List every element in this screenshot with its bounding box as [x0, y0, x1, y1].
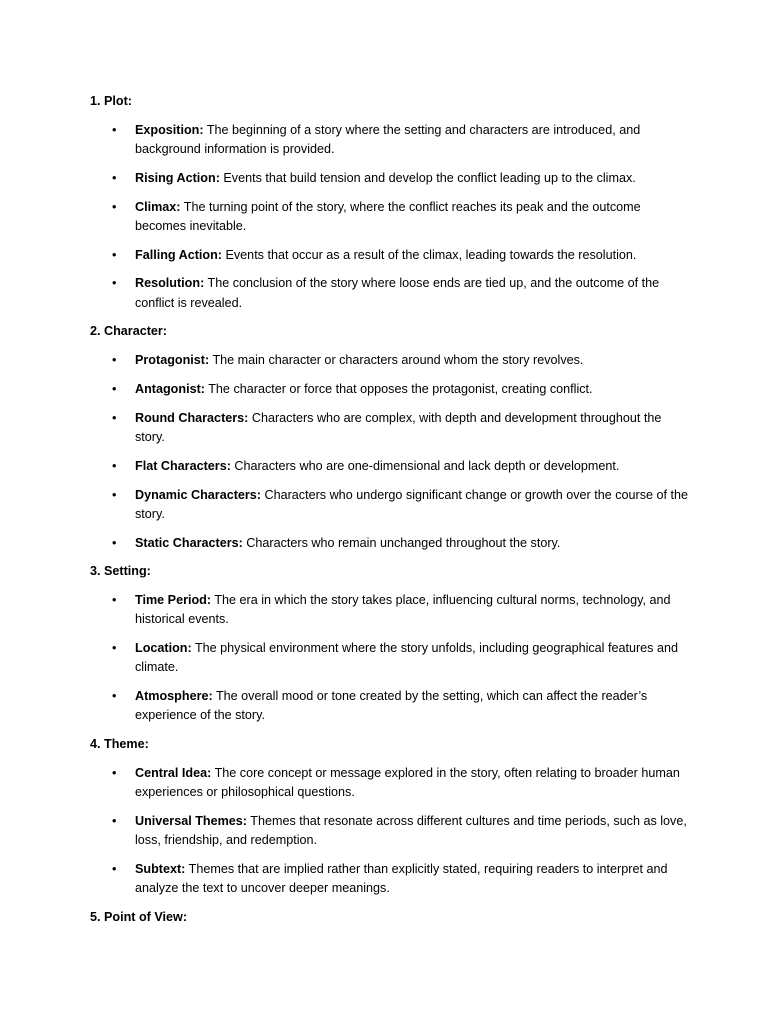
item-term: Round Characters: — [135, 410, 249, 425]
section-heading: 4. Theme: — [90, 737, 149, 752]
bullet-icon: • — [112, 353, 117, 368]
bullet-icon: • — [112, 765, 117, 780]
list-item — [90, 486, 690, 524]
bullet-icon: • — [112, 689, 117, 704]
item-text: The turning point of the story, where the conflict reaches its peak and the outcome becomes inevitable. — [135, 199, 641, 233]
list-item — [90, 351, 690, 370]
list-item — [90, 274, 690, 312]
item-text: The main character or characters around whom the story revolves. — [209, 353, 584, 368]
item-text: Events that build tension and develop the conflict leading up to the climax. — [219, 170, 636, 185]
list-item — [90, 812, 690, 850]
section-point-of-view — [90, 908, 690, 927]
list-item — [90, 380, 690, 399]
item-text: The character or force that opposes the protagonist, creating conflict. — [204, 381, 593, 396]
item-term: Resolution: — [135, 276, 205, 291]
item-term: Falling Action: — [135, 247, 222, 262]
item-term: Protagonist: — [135, 353, 210, 368]
bullet-icon: • — [112, 458, 117, 473]
section-heading: 5. Point of View: — [90, 909, 188, 924]
item-term: Antagonist: — [135, 381, 205, 396]
list-item — [90, 534, 690, 553]
item-term: Static Characters: — [135, 535, 243, 550]
list-item — [90, 246, 690, 265]
bullet-list — [90, 591, 690, 725]
list-item — [90, 409, 690, 447]
bullet-icon: • — [112, 535, 117, 550]
section-theme — [90, 735, 690, 898]
list-item — [90, 639, 690, 677]
item-term: Universal Themes: — [135, 813, 247, 828]
section-heading: 2. Character: — [90, 324, 167, 339]
bullet-icon: • — [112, 276, 117, 291]
list-item — [90, 591, 690, 629]
item-text: The overall mood or tone created by the setting, which can affect the reader’s experience of the story. — [135, 689, 648, 723]
item-text: Characters who undergo significant change or growth over the course of the story. — [135, 487, 689, 521]
item-text: Themes that are implied rather than explicitly stated, requiring readers to interpret and analyze the text to uncover deeper meanings. — [135, 861, 668, 896]
section-setting — [90, 562, 690, 725]
item-term: Climax: — [135, 199, 181, 214]
section-character — [90, 322, 690, 552]
bullet-list — [90, 121, 690, 313]
item-text: Characters who are one-dimensional and lack depth or development. — [230, 458, 620, 473]
bullet-icon: • — [112, 410, 117, 425]
item-text: Characters who remain unchanged throughout the story. — [242, 535, 561, 550]
item-text: The era in which the story takes place, influencing cultural norms, technology, and historical events. — [135, 593, 671, 627]
item-text: The physical environment where the story unfolds, including geographical features and climate. — [135, 641, 678, 675]
item-term: Time Period: — [135, 593, 212, 608]
item-term: Central Idea: — [135, 765, 212, 780]
item-text: Characters who are complex, with depth and development throughout the story. — [135, 410, 662, 444]
item-text: Themes that resonate across different cultures and time periods, such as love, loss, friendship, and redemption. — [135, 813, 687, 848]
list-item — [90, 121, 690, 159]
list-item — [90, 169, 690, 188]
bullet-icon: • — [112, 593, 117, 608]
item-term: Dynamic Characters: — [135, 487, 261, 502]
list-item — [90, 457, 690, 476]
bullet-icon: • — [112, 247, 117, 262]
document-content — [90, 92, 690, 937]
bullet-icon: • — [112, 122, 117, 137]
section-heading: 1. Plot: — [90, 94, 132, 108]
bullet-icon: • — [112, 381, 117, 396]
list-item — [90, 198, 690, 236]
bullet-list — [90, 351, 690, 553]
bullet-icon: • — [112, 487, 117, 502]
bullet-list — [90, 764, 690, 898]
item-text: Events that occur as a result of the climax, leading towards the resolution. — [221, 247, 637, 262]
item-term: Flat Characters: — [135, 458, 231, 473]
bullet-icon: • — [112, 199, 117, 214]
item-term: Rising Action: — [135, 170, 220, 185]
list-item — [90, 860, 690, 898]
item-term: Location: — [135, 641, 192, 656]
bullet-icon: • — [112, 861, 117, 876]
item-text: The conclusion of the story where loose ends are tied up, and the outcome of the conflict is revealed. — [135, 276, 660, 310]
list-item — [90, 764, 690, 802]
item-text: The core concept or message explored in the story, often relating to broader human experiences or philosophical questions. — [135, 765, 680, 800]
section-plot — [90, 92, 690, 313]
section-heading: 3. Setting: — [90, 564, 151, 579]
bullet-icon: • — [112, 170, 117, 185]
item-term: Exposition: — [135, 122, 204, 137]
item-text: The beginning of a story where the setting and characters are introduced, and background information is provided. — [135, 122, 641, 156]
bullet-icon: • — [112, 641, 117, 656]
item-term: Atmosphere: — [135, 689, 213, 704]
bullet-icon: • — [112, 813, 117, 828]
item-term: Subtext: — [135, 861, 186, 876]
list-item — [90, 687, 690, 725]
